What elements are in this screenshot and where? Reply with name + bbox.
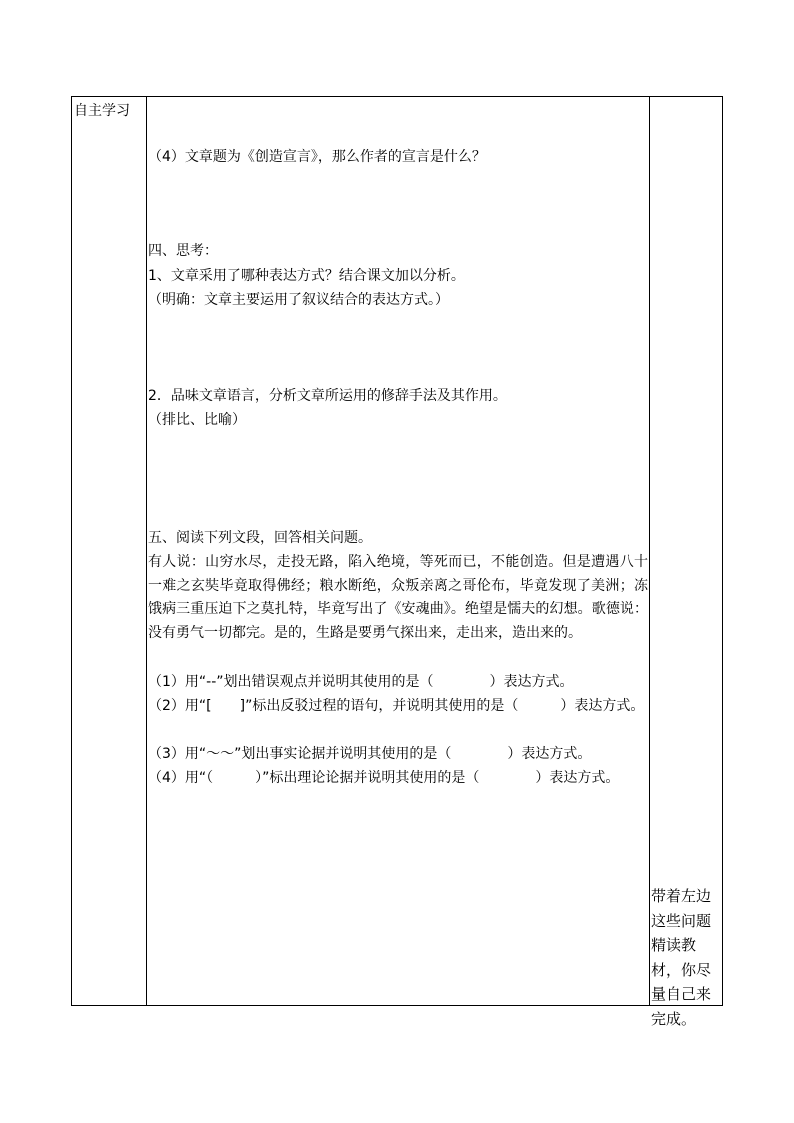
column-divider-right <box>649 97 650 1005</box>
content-cell <box>147 97 649 1005</box>
section-4-question-2: 2．品味文章语言，分析文章所运用的修辞手法及其作用。 <box>148 388 507 404</box>
sub-question-4: （4）用“（ ）”标出理论论据并说明其使用的是（ ）表达方式。 <box>148 770 620 786</box>
side-note: 带着左边这些问题精读教材，你尽量自己来完成。 <box>651 887 712 1028</box>
sub-question-3: （3）用“～～”划出事实论据并说明其使用的是（ ）表达方式。 <box>148 746 592 762</box>
section-4-question-1: 1、文章采用了哪种表达方式？结合课文加以分析。 <box>148 268 465 284</box>
section-4-answer-1: （明确：文章主要运用了叙议结合的表达方式。） <box>148 292 449 308</box>
section-4-answer-2: （排比、比喻） <box>148 412 246 428</box>
question-4: （4）文章题为《创造宣言》，那么作者的宣言是什么？ <box>148 149 486 165</box>
study-table <box>71 96 723 1028</box>
section-4-title: 四、思考： <box>148 243 218 259</box>
section-5-title: 五、阅读下列文段，回答相关问题。 <box>148 530 372 546</box>
sub-question-2: （2）用“[ ]”标出反驳过程的语句，并说明其使用的是（ ）表达方式。 <box>148 698 645 714</box>
sub-question-1: （1）用“--”划出错误观点并说明其使用的是（ ）表达方式。 <box>148 674 574 690</box>
reading-passage: 有人说：山穷水尽，走投无路，陷入绝境，等死而已，不能创造。但是遭遇八十一难之玄奘毕竟取得佛经；粮水断绝，众叛亲离之哥伦布，毕竟发现了美洲；冻饿病三重压迫下之莫扎特，毕竟写出了《安魂曲》。绝望是懦夫的幻想。歌德说：没有勇气一切都完。是的，生路是要勇气探出来，走出来，造出来的。 <box>148 554 648 641</box>
row-label: 自主学习 <box>74 103 130 119</box>
